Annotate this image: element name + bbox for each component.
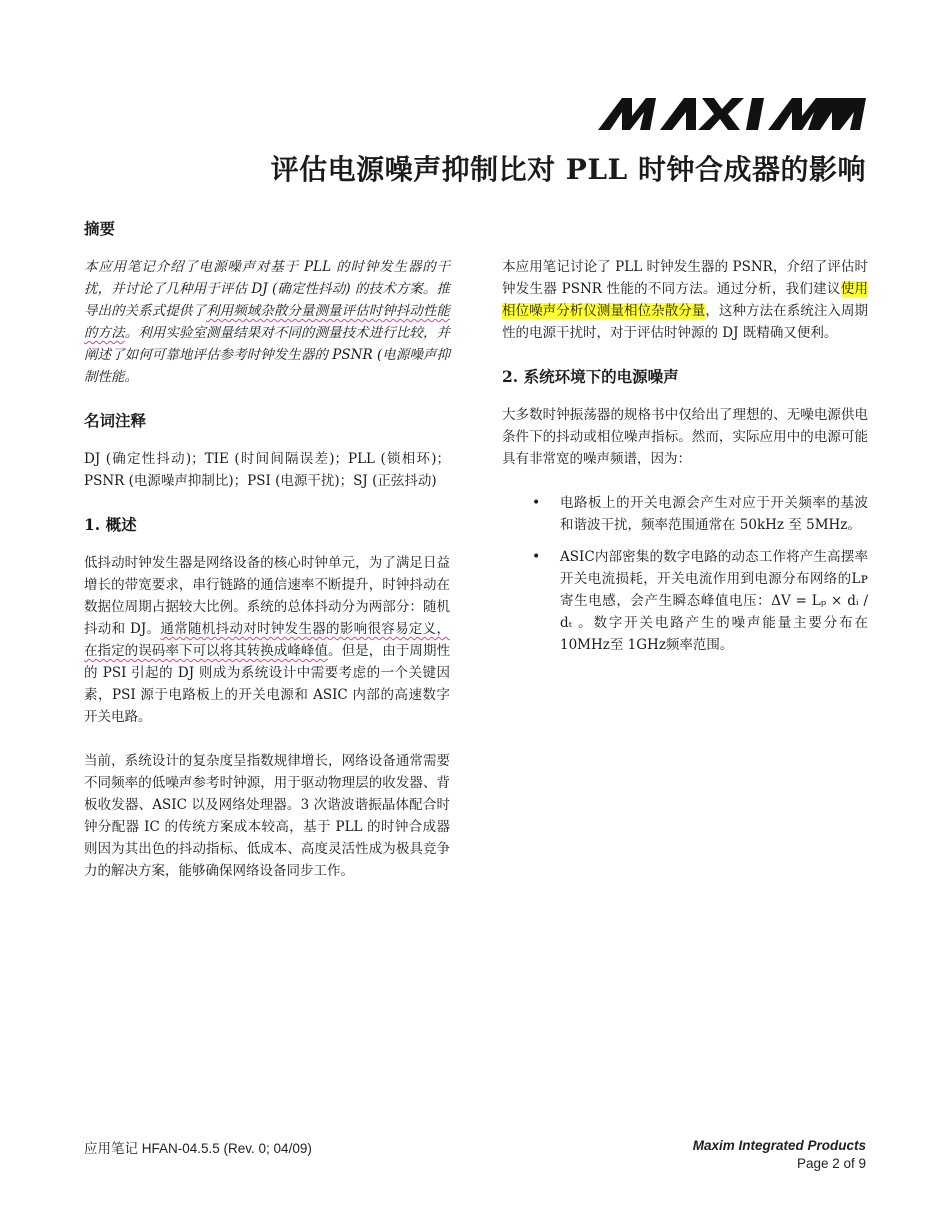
list-item [532,492,868,536]
overview-p1-underlined: 通常随机抖动对时钟发生器的影响很容易定义，在指定的误码率下可以将其转换成峰峰值 [84,621,451,659]
glossary-heading: 名词注释 [84,411,147,430]
section2-bullet-list [502,492,868,656]
bullet-icon: • [532,549,541,565]
overview-paragraph-1 [84,552,450,728]
footer-document-id: 应用笔记 HFAN-04.5.5 (Rev. 0; 04/09) [84,1141,312,1156]
list-item [532,546,868,656]
footer-company: Maxim Integrated Products [692,1138,866,1153]
maxim-logo [598,96,866,132]
section2-heading: 2. 系统环境下的电源噪声 [502,367,679,386]
right-column [502,256,868,666]
abstract-text-1: 本应用笔记介绍了电源噪声对基于 PLL 的时钟发生器的干扰，并讨论了几种用于评估 DJ (确定性抖动) 的技术方案。推导出的关系式提供了 [84,259,450,319]
document-title: 评估电源噪声抑制比对 PLL 时钟合成器的影响 [270,153,866,186]
abstract-paragraph [84,256,450,388]
right-intro-text-2: ，这种方法在系统注入周期性的电源干扰时，对于评估时钟源的 DJ 既精确又便利。 [502,303,869,341]
bullet-text: 电路板上的开关电源会产生对应于开关频率的基波和谐波干扰，频率范围通常在 50kHz 至 5MHz。 [560,495,868,533]
overview-p1-text-b: 。但是，由于周期性的 PSI 引起的 DJ 则成为系统设计中需要考虑的一个关键因素，PSI 源于电路板上的开关电源和 ASIC 内部的高速数字开关电路。 [84,643,451,725]
footer-page-number: Page 2 of 9 [796,1156,866,1171]
bullet-icon: • [532,495,541,511]
overview-p1-text-a: 低抖动时钟发生器是网络设备的核心时钟单元，为了满足日益增长的带宽要求，串行链路的通信速率不断提升，时钟抖动在数据位周期占据较大比例。系统的总体抖动分为两部分：随机抖动和 DJ。 [84,555,450,637]
section2-intro-paragraph: 大多数时钟振荡器的规格书中仅给出了理想的、无噪电源供电条件下的抖动或相位噪声指标。然而，实际应用中的电源可能具有非常宽的噪声频谱，因为： [502,407,868,467]
abstract-underlined-text: 利用频域杂散分量测量评估时钟抖动性能的方法 [84,303,451,341]
right-intro-highlight: 使用相位噪声分析仪测量相位杂散分量 [502,281,868,319]
right-intro-text-1: 本应用笔记讨论了 PLL 时钟发生器的 PSNR，介绍了评估时钟发生器 PSNR 性能的不同方法。通过分析，我们建议 [502,259,868,297]
left-column [84,218,450,904]
overview-paragraph-2: 当前，系统设计的复杂度呈指数规律增长，网络设备通常需要不同频率的低噪声参考时钟源，用于驱动物理层的收发器、背板收发器、ASIC 以及网络处理器。3 次谐波谐振晶体配合时钟分配器 IC 的传统方案成本较高，基于 PLL 的时钟合成器则因为其出色的抖动指标、低成本、高度灵活性成为极具竞争力的解决方案，能够确保网络设备同步工作。 [84,753,450,879]
maxim-logo-graphic [598,96,866,132]
overview-heading: 1. 概述 [84,515,137,534]
abstract-text-2: 。利用实验室测量结果对不同的测量技术进行比较，并阐述了如何可靠地评估参考时钟发生器的 PSNR (电源噪声抑制性能。 [84,325,451,385]
right-intro-paragraph [502,256,868,344]
footer-right [693,1137,866,1173]
bullet-text: ASIC内部密集的数字电路的动态工作将产生高摆率开关电流损耗，开关电流作用到电源分布网络的Lᴘ寄生电感，会产生瞬态峰值电压：ΔV = Lₚ × dᵢ / dₜ 。数字开关电路产生的噪声能量主要分布在 10MHz至 1GHz频率范围。 [560,549,868,653]
glossary-paragraph: DJ (确定性抖动)；TIE (时间间隔误差)；PLL (锁相环)；PSNR (电源噪声抑制比)；PSI (电源干扰)；SJ (正弦抖动) [84,451,450,489]
abstract-heading: 摘要 [84,219,116,238]
